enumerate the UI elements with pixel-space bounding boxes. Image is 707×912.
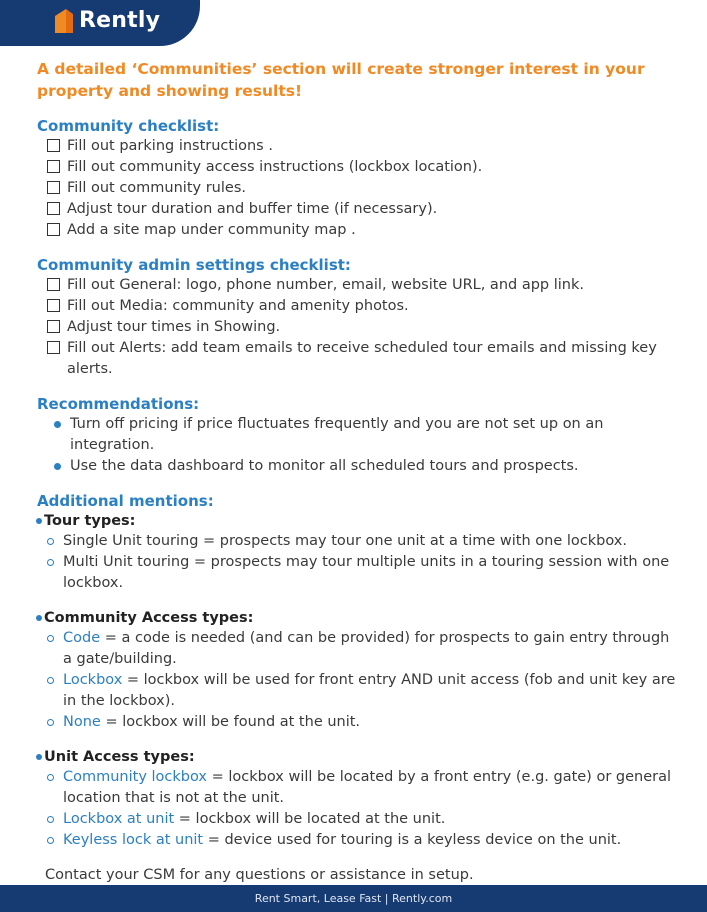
bullet-icon xyxy=(36,754,42,760)
tour-types-heading: Tour types: xyxy=(36,511,677,531)
unit-access-list xyxy=(37,767,677,851)
checklist-item: Fill out community access instructions (lockbox location). xyxy=(47,157,677,178)
checklist-item: Adjust tour times in Showing. xyxy=(47,317,677,338)
checkbox-icon[interactable] xyxy=(47,139,60,152)
header-banner xyxy=(0,0,200,46)
circle-bullet-icon xyxy=(47,559,54,566)
list-item: Multi Unit touring = prospects may tour multiple units in a touring session with one lockbox. xyxy=(47,552,677,594)
checklist-item: Fill out Alerts: add team emails to receive scheduled tour emails and missing key alerts. xyxy=(47,338,677,380)
checklist-item: Fill out parking instructions . xyxy=(47,136,677,157)
checklist-item: Fill out General: logo, phone number, email, website URL, and app link. xyxy=(47,275,677,296)
circle-bullet-icon xyxy=(47,635,54,642)
contact-text: Contact your CSM for any questions or assistance in setup. xyxy=(45,867,474,883)
intro-text: A detailed ‘Communities’ section will create stronger interest in your property and showing results! xyxy=(37,60,645,100)
bullet-icon xyxy=(36,518,42,524)
checklist-item: Fill out community rules. xyxy=(47,178,677,199)
list-item: Single Unit touring = prospects may tour one unit at a time with one lockbox. xyxy=(47,531,677,552)
community-checklist xyxy=(37,136,677,241)
term-keyless-lock: Keyless lock at unit xyxy=(63,832,204,848)
checklist-item: Fill out Media: community and amenity photos. xyxy=(47,296,677,317)
term-lockbox: Lockbox xyxy=(63,672,123,688)
circle-bullet-icon xyxy=(47,719,54,726)
list-item: Lockbox at unit = lockbox will be located at the unit. xyxy=(47,809,677,830)
bullet-icon xyxy=(54,421,61,428)
list-item: Keyless lock at unit = device used for touring is a keyless device on the unit. xyxy=(47,830,677,851)
checkbox-icon[interactable] xyxy=(47,299,60,312)
bullet-icon xyxy=(36,615,42,621)
bullet-icon xyxy=(54,463,61,470)
tour-types-list xyxy=(37,531,677,594)
footer-text: Rent Smart, Lease Fast | Rently.com xyxy=(254,892,453,905)
circle-bullet-icon xyxy=(47,816,54,823)
community-checklist-title: Community checklist: xyxy=(37,117,220,135)
checkbox-icon[interactable] xyxy=(47,223,60,236)
unit-access-heading: Unit Access types: xyxy=(36,747,677,767)
additional-mentions-title: Additional mentions: xyxy=(37,492,214,510)
circle-bullet-icon xyxy=(47,677,54,684)
checkbox-icon[interactable] xyxy=(47,320,60,333)
list-item: Turn off pricing if price fluctuates frequently and you are not set up on an integration. xyxy=(54,414,677,456)
rently-logo xyxy=(52,6,160,34)
recommendations-list xyxy=(37,414,677,477)
checklist-item: Adjust tour duration and buffer time (if necessary). xyxy=(47,199,677,220)
checkbox-icon[interactable] xyxy=(47,160,60,173)
term-code: Code xyxy=(63,630,101,646)
checkbox-icon[interactable] xyxy=(47,341,60,354)
circle-bullet-icon xyxy=(47,837,54,844)
list-item: None = lockbox will be found at the unit. xyxy=(47,712,677,733)
community-access-list xyxy=(37,628,677,733)
circle-bullet-icon xyxy=(47,538,54,545)
checklist-item: Add a site map under community map . xyxy=(47,220,677,241)
footer-bar xyxy=(0,885,707,912)
list-item: Lockbox = lockbox will be used for front entry AND unit access (fob and unit key are in the lockbox). xyxy=(47,670,677,712)
list-item: Use the data dashboard to monitor all scheduled tours and prospects. xyxy=(54,456,677,477)
document-body xyxy=(37,58,677,886)
list-item: Code = a code is needed (and can be provided) for prospects to gain entry through a gate/building. xyxy=(47,628,677,670)
term-lockbox-at-unit: Lockbox at unit xyxy=(63,811,175,827)
community-access-heading: Community Access types: xyxy=(36,608,677,628)
term-community-lockbox: Community lockbox xyxy=(63,769,208,785)
admin-checklist-title: Community admin settings checklist: xyxy=(37,256,351,274)
checkbox-icon[interactable] xyxy=(47,181,60,194)
brand-name: Rently xyxy=(79,7,161,33)
term-none: None xyxy=(63,714,101,730)
house-logo-icon xyxy=(52,6,76,34)
recommendations-title: Recommendations: xyxy=(37,395,200,413)
checkbox-icon[interactable] xyxy=(47,202,60,215)
admin-checklist xyxy=(37,275,677,380)
list-item: Community lockbox = lockbox will be located by a front entry (e.g. gate) or general location that is not at the unit. xyxy=(47,767,677,809)
circle-bullet-icon xyxy=(47,774,54,781)
checkbox-icon[interactable] xyxy=(47,278,60,291)
